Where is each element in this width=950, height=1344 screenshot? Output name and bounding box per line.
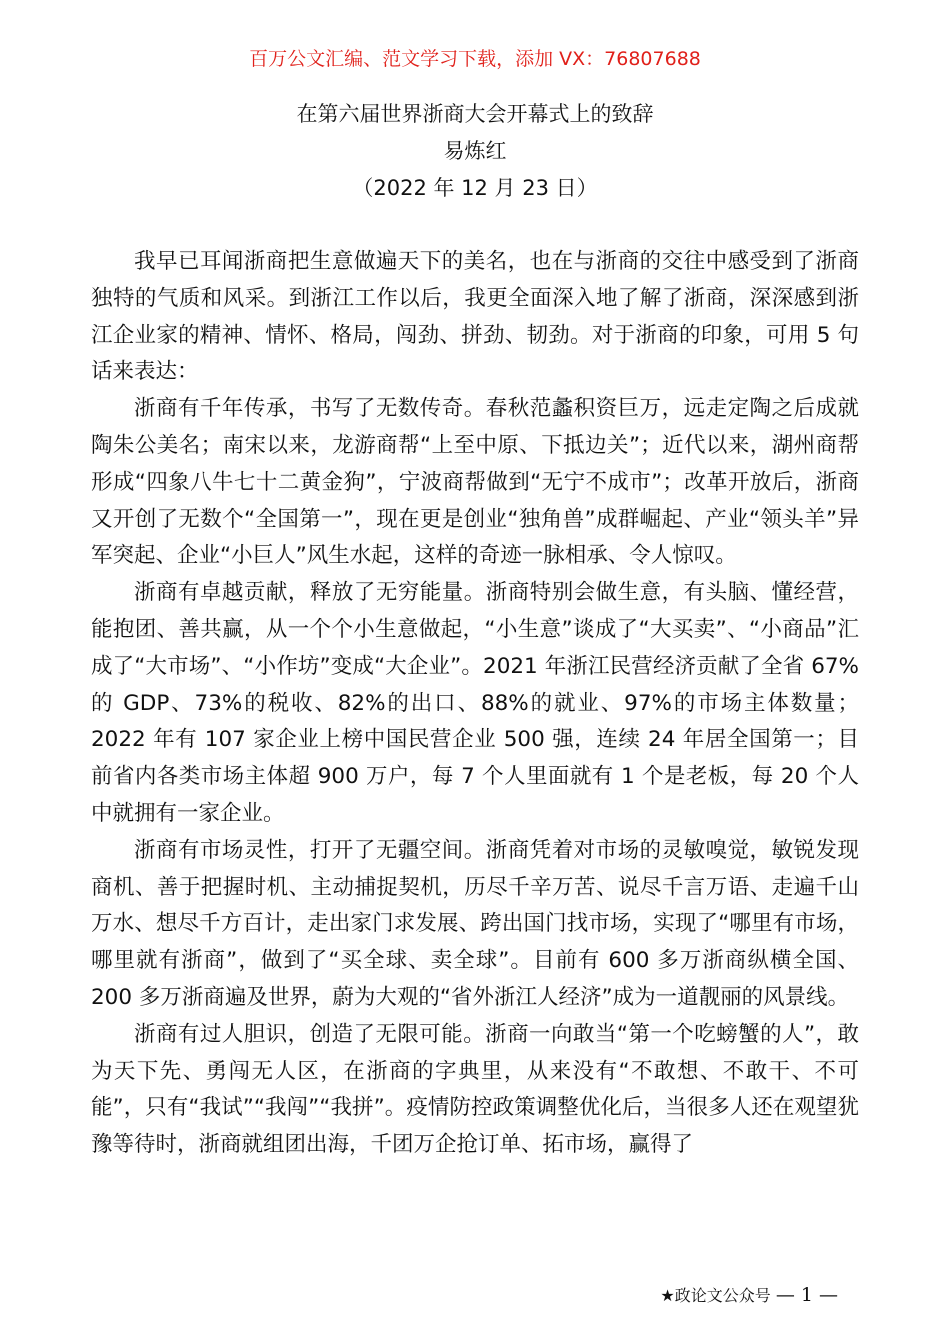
speech-body [91,244,859,1164]
page-number: — 1 — [775,1284,838,1306]
page-footer [660,1282,838,1309]
footer-source: ★政论文公众号 [660,1286,771,1305]
speech-title: 在第六届世界浙商大会开幕式上的致辞 [296,102,654,126]
watermark-banner: 百万公文汇编、范文学习下载，添加 VX：76807688 [249,48,701,70]
paragraph-heritage: 浙商有千年传承，书写了无数传奇。春秋范蠡积资巨万，远走定陶之后成就陶朱公美名；南宋以来，龙游商帮“上至中原、下抵边关”；近代以来，湖州商帮形成“四象八牛七十二黄金狗”，宁波商帮做到“无宁不成市”；改革开放后，浙商又开创了无数个“全国第一”，现在更是创业“独角兽”成群崛起、产业“领头羊”异军突起、企业“小巨人”风生水起，这样的奇迹一脉相承、令人惊叹。 [91,396,859,569]
paragraph-contribution: 浙商有卓越贡献，释放了无穷能量。浙商特别会做生意，有头脑、懂经营，能抱团、善共赢，从一个个小生意做起，“小生意”谈成了“大买卖”、“小商品”汇成了“大市场”、“小作坊”变成“大企业”。2021 年浙江民营经济贡献了全省 67%的 GDP、73%的税收、82%的出口、88%的就业、97%的市场主体数量；2022 年有 107 家企业上榜中国民营企业 500 强，连续 24 年居全国第一；目前省内各类市场主体超 900 万户，每 7 个人里面就有 1 个是老板，每 20 个人中就拥有一家企业。 [91,580,859,826]
paragraph-intro: 我早已耳闻浙商把生意做遍天下的美名，也在与浙商的交往中感受到了浙商独特的气质和风采。到浙江工作以后，我更全面深入地了解了浙商，深深感到浙江企业家的精神、情怀、格局，闯劲、拼劲、韧劲。对于浙商的印象，可用 5 句话来表达： [91,249,859,385]
speech-header [0,96,950,207]
speech-author: 易炼红 [443,139,507,163]
paragraph-courage: 浙商有过人胆识，创造了无限可能。浙商一向敢当“第一个吃螃蟹的人”，敢为天下先、勇闯无人区，在浙商的字典里，从来没有“不敢想、不敢干、不可能”，只有“我试”“我闯”“我拼”。疫情防控政策调整优化后，当很多人还在观望犹豫等待时，浙商就组团出海，千团万企抢订单、拓市场，赢得了 [91,1021,859,1158]
speech-date: （2022 年 12 月 23 日） [352,176,598,200]
paragraph-market: 浙商有市场灵性，打开了无疆空间。浙商凭着对市场的灵敏嗅觉，敏锐发现商机、善于把握时机、主动捕捉契机，历尽千辛万苦、说尽千言万语、走遍千山万水、想尽千方百计，走出家门求发展、跨出国门找市场，实现了“哪里有市场，哪里就有浙商”，做到了“买全球、卖全球”。目前有 600 多万浙商纵横全国、200 多万浙商遍及世界，蔚为大观的“省外浙江人经济”成为一道靓丽的风景线。 [91,837,859,1010]
